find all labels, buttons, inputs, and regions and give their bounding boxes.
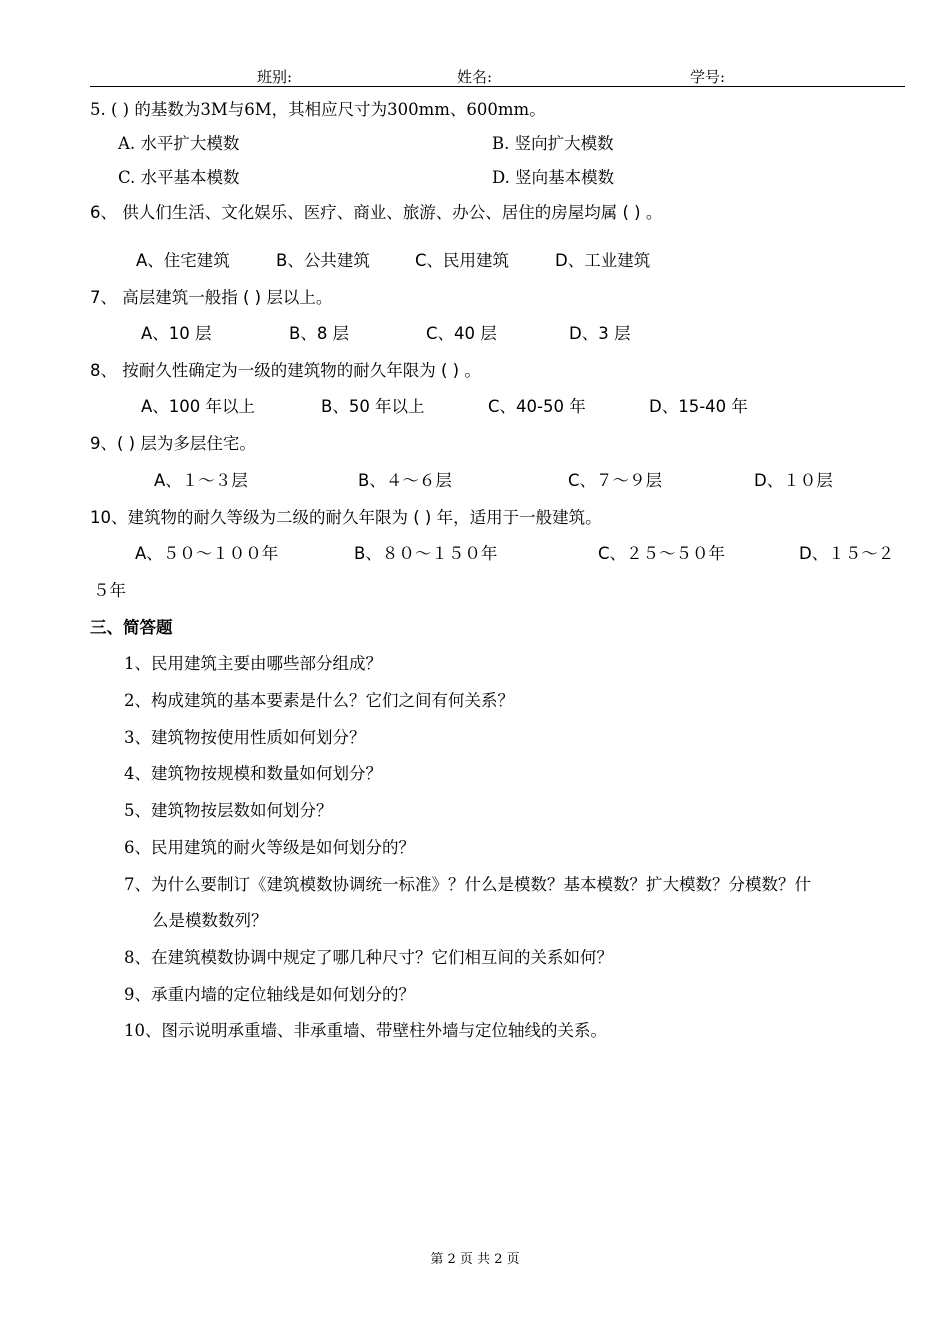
- question-8-option-b: B、50 年以上: [321, 397, 425, 416]
- short-answer-item: 5、建筑物按层数如何划分？: [124, 801, 333, 820]
- name-label: 姓名:: [457, 68, 493, 86]
- header-rule: [90, 86, 905, 87]
- question-6-option-b: B、公共建筑: [276, 251, 370, 270]
- question-5-stem: 5. ( ) 的基数为3M与6M，其相应尺寸为300mm、600mm。: [90, 100, 546, 119]
- short-answer-item: 6、民用建筑的耐火等级是如何划分的？: [124, 838, 415, 857]
- question-5-option-b: B. 竖向扩大模数: [492, 134, 614, 153]
- short-answer-item: 10、图示说明承重墙、非承重墙、带壁柱外墙与定位轴线的关系。: [124, 1021, 607, 1040]
- question-6-option-a: A、住宅建筑: [136, 251, 230, 270]
- student-id-label: 学号:: [690, 68, 726, 86]
- question-9-option-b: B、４～６层: [358, 471, 452, 490]
- question-5-option-d: D. 竖向基本模数: [492, 168, 615, 187]
- question-5-option-a: A. 水平扩大模数: [118, 134, 240, 153]
- question-7-option-b: B、8 层: [289, 324, 350, 343]
- question-9-option-a: A、１～３层: [154, 471, 248, 490]
- short-answer-item: 3、建筑物按使用性质如何划分？: [124, 728, 366, 747]
- question-8-option-c: C、40-50 年: [488, 397, 586, 416]
- question-10-option-b: B、８０～１５０年: [354, 544, 498, 563]
- question-10-option-d-continued: ５年: [93, 581, 126, 600]
- question-9-option-c: C、７～９层: [568, 471, 663, 490]
- short-answer-item: 4、建筑物按规模和数量如何划分？: [124, 764, 382, 783]
- short-answer-item: 9、承重内墙的定位轴线是如何划分的？: [124, 985, 415, 1004]
- short-answer-item: 1、民用建筑主要由哪些部分组成？: [124, 654, 382, 673]
- question-7-option-a: A、10 层: [141, 324, 212, 343]
- question-8-option-a: A、100 年以上: [141, 397, 256, 416]
- question-8-stem: 8、 按耐久性确定为一级的建筑物的耐久年限为 ( ) 。: [90, 361, 481, 380]
- short-answer-item: 7、为什么要制订《建筑模数协调统一标准》？什么是模数？基本模数？扩大模数？分模数？什: [124, 875, 811, 894]
- question-10-stem: 10、建筑物的耐久等级为二级的耐久年限为 ( ) 年，适用于一般建筑。: [90, 508, 602, 527]
- question-9-option-d: D、１０层: [754, 471, 833, 490]
- question-10-option-c: C、２５～５０年: [598, 544, 726, 563]
- class-label: 班别:: [257, 68, 293, 86]
- question-9-stem: 9、( ) 层为多层住宅。: [90, 434, 256, 453]
- question-10-option-a: A、５０～１００年: [135, 544, 279, 563]
- short-answer-item: 8、在建筑模数协调中规定了哪几种尺寸？它们相互间的关系如何？: [124, 948, 613, 967]
- question-8-option-d: D、15-40 年: [649, 397, 748, 416]
- question-6-stem: 6、 供人们生活、文化娱乐、医疗、商业、旅游、办公、居住的房屋均属 ( ) 。: [90, 203, 663, 222]
- section-title: 三、简答题: [90, 618, 173, 637]
- question-10-option-d: D、１５～２: [799, 544, 895, 563]
- question-7-option-c: C、40 层: [426, 324, 497, 343]
- question-6-option-d: D、工业建筑: [555, 251, 651, 270]
- question-7-option-d: D、3 层: [569, 324, 631, 343]
- short-answer-item: 2、构成建筑的基本要素是什么？它们之间有何关系？: [124, 691, 514, 710]
- short-answer-item-continued: 么是模数数列？: [152, 911, 268, 930]
- question-7-stem: 7、 高层建筑一般指 ( ) 层以上。: [90, 288, 333, 307]
- question-6-option-c: C、民用建筑: [415, 251, 510, 270]
- page-number: 第 2 页 共 2 页: [430, 1252, 520, 1267]
- question-5-option-c: C. 水平基本模数: [118, 168, 240, 187]
